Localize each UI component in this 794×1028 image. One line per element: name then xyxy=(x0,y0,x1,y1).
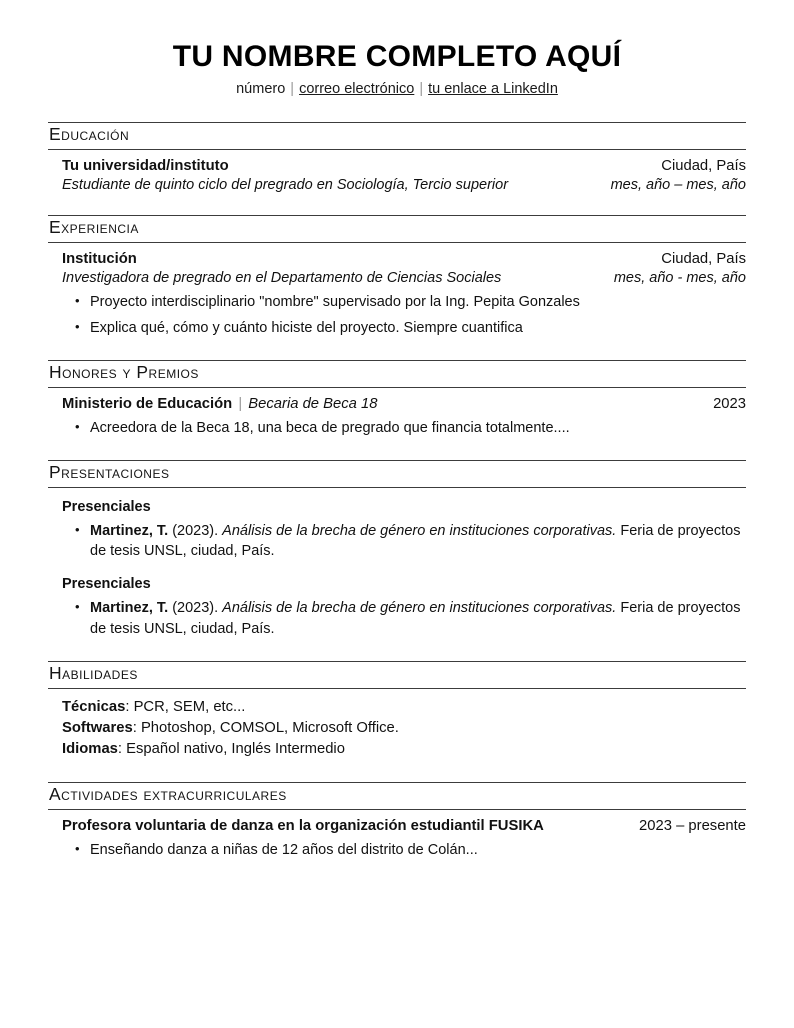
skill-label: Técnicas xyxy=(62,698,126,715)
honors-award: Becaria de Beca 18 xyxy=(248,395,378,412)
bullet-item xyxy=(62,292,746,312)
bullet-marker: • xyxy=(75,418,80,434)
citation-year: (2023). xyxy=(172,522,219,539)
citation-title: Análisis de la brecha de género en instituciones corporativas. xyxy=(222,600,617,617)
skill-line-languages xyxy=(62,739,746,760)
citation-title: Análisis de la brecha de género en instituciones corporativas. xyxy=(222,522,617,539)
honors-entry-left xyxy=(62,396,377,412)
bullet-marker: • xyxy=(75,840,80,856)
section-title-honors: Honores y Premios xyxy=(48,360,746,388)
full-name-heading: TU NOMBRE COMPLETO AQUÍ xyxy=(172,40,622,73)
contact-line xyxy=(48,81,746,97)
bullet-item xyxy=(62,521,746,562)
experience-dates: mes, año - mes, año xyxy=(613,269,746,286)
school-name: Tu universidad/instituto xyxy=(62,157,229,174)
bullet-text: Proyecto interdisciplinario "nombre" supervisado por la Ing. Pepita Gonzales xyxy=(90,293,580,310)
education-subrow xyxy=(62,177,746,193)
section-title-skills: Habilidades xyxy=(48,661,746,689)
bullet-marker: • xyxy=(75,599,80,615)
bullet-marker: • xyxy=(75,521,80,537)
citation-year: (2023). xyxy=(172,600,219,617)
activities-body xyxy=(48,810,746,860)
section-activities xyxy=(48,782,746,860)
citation-text xyxy=(90,598,746,639)
honors-body xyxy=(48,388,746,438)
presentation-group-label: Presenciales xyxy=(62,498,151,515)
experience-subrow xyxy=(62,270,746,286)
education-entry xyxy=(62,158,746,174)
separator: | xyxy=(238,395,243,412)
bullet-text: Enseñando danza a niñas de 12 años del distrito de Colán... xyxy=(90,841,478,858)
experience-body xyxy=(48,243,746,339)
bullet-item xyxy=(62,598,746,639)
citation-venue: Feria de proyectos de tesis UNSL, ciudad, País. xyxy=(90,522,741,560)
section-title-presentations: Presentaciones xyxy=(48,460,746,488)
section-title-activities: Actividades extracurriculares xyxy=(48,782,746,810)
email-link[interactable]: correo electrónico xyxy=(299,81,415,97)
section-honors xyxy=(48,360,746,438)
separator: | xyxy=(290,81,295,97)
bullet-text: Acreedora de la Beca 18, una beca de pregrado que financia totalmente.... xyxy=(90,419,570,436)
honors-org: Ministerio de Educación xyxy=(62,395,233,412)
section-education xyxy=(48,122,746,193)
activity-role: Profesora voluntaria de danza en la organización estudiantil FUSIKA xyxy=(62,817,544,834)
experience-bullets xyxy=(62,292,746,339)
bullet-text: Explica qué, cómo y cuánto hiciste del proyecto. Siempre cuantifica xyxy=(90,319,523,336)
skill-value: : Photoshop, COMSOL, Microsoft Office. xyxy=(132,719,399,736)
bullet-marker: • xyxy=(75,292,80,308)
bullet-item xyxy=(62,318,746,338)
citation-text xyxy=(90,521,746,562)
presentation-group xyxy=(62,576,746,639)
education-location: Ciudad, País xyxy=(661,157,746,174)
phone-text: número xyxy=(236,81,286,97)
skill-value: : PCR, SEM, etc... xyxy=(125,698,246,715)
skill-label: Softwares xyxy=(62,719,133,736)
activity-entry xyxy=(62,818,746,834)
experience-role: Investigadora de pregrado en el Departamento de Ciencias Sociales xyxy=(62,269,502,286)
bullet-marker: • xyxy=(75,318,80,334)
experience-location: Ciudad, País xyxy=(661,250,746,267)
bullet-item xyxy=(62,418,746,438)
skill-line-technical xyxy=(62,697,746,718)
education-dates: mes, año – mes, año xyxy=(610,176,746,193)
separator: | xyxy=(419,81,424,97)
citation-author: Martinez, T. xyxy=(90,522,169,539)
skill-line-software xyxy=(62,718,746,739)
citation-author: Martinez, T. xyxy=(90,600,169,617)
presentation-group xyxy=(62,499,746,562)
section-title-education: Educación xyxy=(48,122,746,150)
honors-entry xyxy=(62,396,746,412)
skill-value: : Español nativo, Inglés Intermedio xyxy=(117,740,345,757)
education-degree: Estudiante de quinto ciclo del pregrado en Sociología, Tercio superior xyxy=(62,176,509,193)
skills-body xyxy=(48,689,746,760)
experience-entry xyxy=(62,251,746,267)
honors-year: 2023 xyxy=(713,395,746,412)
bullet-item xyxy=(62,840,746,860)
section-title-experience: Experiencia xyxy=(48,215,746,243)
skill-label: Idiomas xyxy=(62,740,118,757)
presentations-body xyxy=(48,488,746,639)
experience-org: Institución xyxy=(62,250,137,267)
education-body xyxy=(48,150,746,193)
citation-venue: Feria de proyectos de tesis UNSL, ciudad, País. xyxy=(90,600,741,637)
activity-dates: 2023 – presente xyxy=(639,817,746,834)
presentation-group-label: Presenciales xyxy=(62,576,151,593)
linkedin-link[interactable]: tu enlace a LinkedIn xyxy=(428,81,558,97)
section-skills xyxy=(48,661,746,760)
section-presentations xyxy=(48,460,746,639)
section-experience xyxy=(48,215,746,338)
